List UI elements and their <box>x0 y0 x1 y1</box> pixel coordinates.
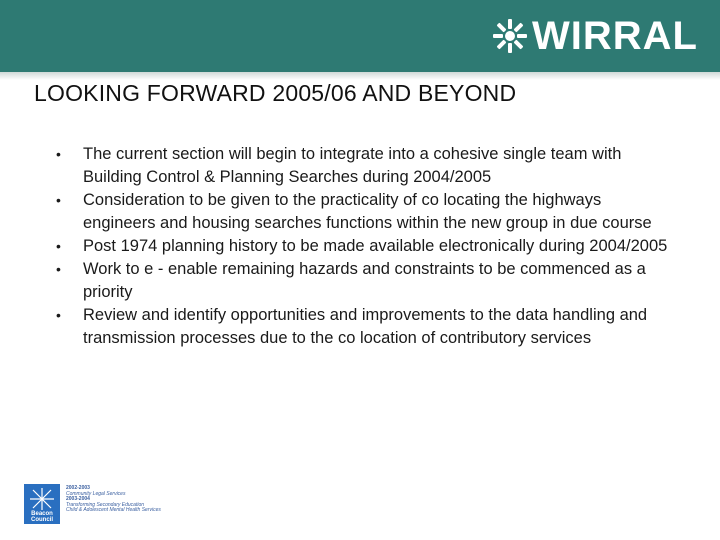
bullet-icon: • <box>56 192 61 208</box>
bullet-icon: • <box>56 238 61 254</box>
award-list <box>66 486 161 514</box>
bullet-item <box>48 189 668 235</box>
bullet-icon: • <box>56 146 61 162</box>
beacon-name: Beacon Council <box>31 511 53 523</box>
bullet-item <box>48 143 668 189</box>
award-text: Child & Adolescent Mental Health Services <box>66 507 161 514</box>
award-text: Community Legal Services <box>66 490 126 497</box>
bullet-text: Consideration to be given to the practicality of co locating the highways engineers and housing searches functions within the new group in due course <box>83 191 652 232</box>
bullet-text: Review and identify opportunities and improvements to the data handling and transmission processes due to the co location of contributory services <box>83 306 648 347</box>
beacon-council-logo <box>24 484 161 524</box>
bullet-item <box>48 258 668 304</box>
bullet-item <box>48 304 668 350</box>
award-text: Transforming Secondary Education <box>66 501 145 508</box>
award-year: 2002-2003 <box>66 485 90 491</box>
bullet-icon: • <box>56 307 61 323</box>
beacon-star-icon <box>24 486 60 512</box>
bullet-text: The current section will begin to integrate into a cohesive single team with Building Control & Planning Searches during 2004/2005 <box>83 145 622 186</box>
award-year: 2003-2004 <box>66 496 90 503</box>
bullet-item <box>48 235 668 258</box>
wirral-logo <box>492 14 698 58</box>
bullet-text: Work to e - enable remaining hazards and constraints to be commenced as a priority <box>83 260 646 301</box>
starburst-icon <box>492 18 528 54</box>
bullet-text: Post 1974 planning history to be made available electronically during 2004/2005 <box>83 237 668 255</box>
bullet-icon: • <box>56 261 61 277</box>
slide-title: LOOKING FORWARD 2005/06 AND BEYOND <box>34 80 517 106</box>
header-divider <box>0 72 720 80</box>
beacon-badge <box>24 484 60 524</box>
brand-name: WIRRAL <box>532 14 698 58</box>
bullet-list <box>48 143 668 350</box>
